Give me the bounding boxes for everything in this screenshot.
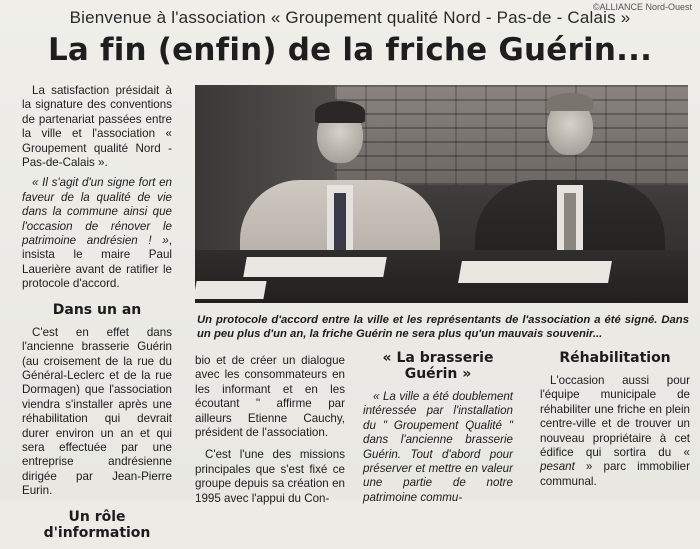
- paragraph-dialogue: bio et de créer un dialogue avec les consommateurs en les informant et en les écoutant " affirme par ailleurs Etienne Cauchy, président de l'association.: [195, 354, 345, 440]
- rehab-text-end: » parc immobilier communal.: [540, 460, 690, 488]
- paragraph-missions: C'est l'une des missions principales que s'est fixé ce groupe depuis sa création en 1995 avec l'appui du Con-: [195, 448, 345, 505]
- subheading-role-information: Un rôle d'information: [43, 508, 151, 541]
- paragraph-rehabilitation: [540, 374, 690, 489]
- article-kicker: Bienvenue à l'association « Groupement qualité Nord - Pas-de - Calais »: [69, 8, 631, 27]
- photo-document-left: [243, 257, 387, 277]
- photo-caption: Un protocole d'accord entre la ville et les représentants de l'association a été signé. Dans un peu plus d'un an, la friche Guérin ne sera plus qu'un mauvais souvenir...: [197, 314, 689, 340]
- photo-document-right: [458, 261, 612, 283]
- photo-person-left-hair: [315, 101, 365, 123]
- article-headline: La fin (enfin) de la friche Guérin...: [47, 32, 653, 68]
- photo-document-corner: [195, 281, 267, 299]
- column-4: [540, 350, 690, 497]
- article-photo: [195, 85, 688, 303]
- copyright-notice: ©ALLIANCE Nord-Ouest: [592, 2, 692, 12]
- column-2: [195, 354, 345, 514]
- paragraph-mayor-quote: [22, 176, 172, 291]
- photo-person-right-hair: [547, 93, 593, 111]
- paragraph-intro: La satisfaction présidait à la signature des conventions de partenariat passées entre la ville et l'association « Groupement qualité Nord - Pas-de-Calais ».: [22, 84, 172, 170]
- rehab-text-italic: pesant: [540, 460, 575, 474]
- paragraph-ville-interessee: « La ville a été doublement intéressée par l'installation du " Groupement Qualité " dans l'ancienne brasserie Guérin. Tout d'abord pour préserver et mettre en valeur une partie de notre patrimoine commu-: [363, 390, 513, 504]
- photo-background-wall: [335, 85, 688, 185]
- subheading-brasserie-guerin: « La brasserie Guérin »: [382, 350, 494, 382]
- subheading-dans-un-an: Dans un an: [52, 301, 142, 318]
- rehab-text-start: L'occasion aussi pour l'équipe municipale de réhabiliter une friche en plein centre-ville et de trouver un nouveau propriétaire à cet édifice qui sortira du «: [540, 374, 690, 460]
- paragraph-brasserie: C'est en effet dans l'ancienne brasserie Guérin (au croisement de la rue du Général-Leclerc et de la rue Dormagen) que l'association viendra s'installer après une réhabilitation qui devrait durer environ un an et qui sera effectuée par une entreprise andrésienne dirigée par Jean-Pierre Eurin.: [22, 325, 172, 498]
- column-3: [363, 350, 513, 513]
- mayor-quote-attribution: , insista le maire Paul Lauerière avant de ratifier le protocole d'accord.: [22, 234, 172, 291]
- mayor-quote: « Il s'agit d'un signe fort en faveur de la qualité de vie dans la commune ainsi que l'occasion de rénover le patrimoine andrésien ! »: [22, 176, 172, 248]
- subheading-rehabilitation: Réhabilitation: [559, 350, 671, 366]
- column-left: [22, 84, 172, 549]
